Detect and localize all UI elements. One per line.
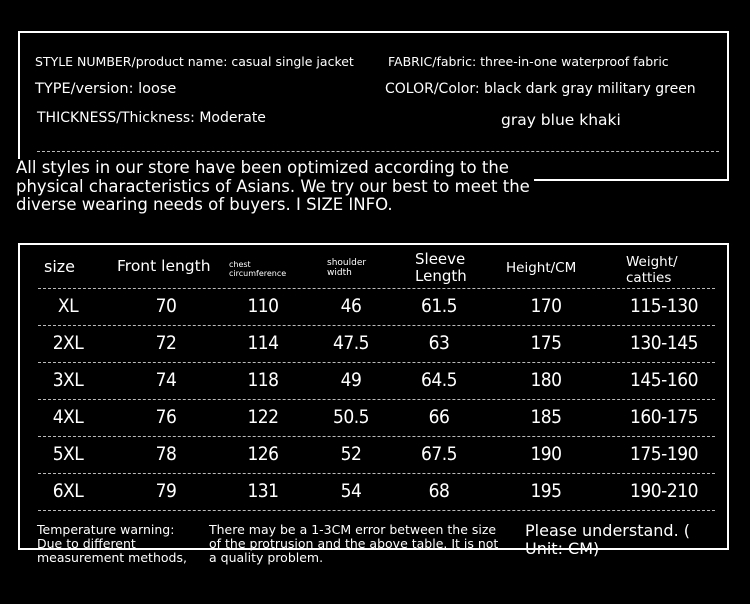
cell-height: 185 bbox=[530, 406, 562, 428]
cell-chest: 114 bbox=[247, 332, 279, 354]
header-height: Height/CM bbox=[506, 260, 577, 276]
cell-height: 195 bbox=[530, 480, 562, 502]
cell-chest: 122 bbox=[247, 406, 279, 428]
cell-front: 72 bbox=[155, 332, 177, 354]
cell-height: 170 bbox=[530, 295, 562, 317]
cell-weight: 145-160 bbox=[630, 369, 698, 391]
row-divider bbox=[38, 399, 715, 400]
cell-chest: 131 bbox=[247, 480, 279, 502]
color-info-continued: gray blue khaki bbox=[501, 111, 621, 129]
cell-weight: 115-130 bbox=[630, 295, 698, 317]
header-size: size bbox=[44, 257, 76, 276]
type-info: TYPE/version: loose bbox=[35, 81, 177, 97]
cell-chest: 126 bbox=[247, 443, 279, 465]
note-line-1: All styles in our store have been optimized according to the bbox=[16, 158, 509, 177]
cell-size: 4XL bbox=[52, 406, 84, 428]
cell-size: 5XL bbox=[52, 443, 84, 465]
cell-size: 6XL bbox=[52, 480, 84, 502]
cell-weight: 190-210 bbox=[630, 480, 698, 502]
temperature-warning: Temperature warning: Due to different measurement methods, bbox=[37, 522, 187, 565]
cell-size: 2XL bbox=[52, 332, 84, 354]
cell-height: 175 bbox=[530, 332, 562, 354]
cell-shoulder: 54 bbox=[340, 480, 362, 502]
note-line-3: diverse wearing needs of buyers. I SIZE INFO. bbox=[16, 195, 393, 214]
size-note bbox=[16, 159, 534, 215]
cell-sleeve: 61.5 bbox=[420, 295, 458, 317]
thickness-info: THICKNESS/Thickness: Moderate bbox=[37, 110, 266, 126]
cell-height: 180 bbox=[530, 369, 562, 391]
row-divider bbox=[38, 436, 715, 437]
row-divider bbox=[38, 325, 715, 326]
cell-sleeve: 68 bbox=[428, 480, 450, 502]
please-understand: Please understand. ( Unit: CM) bbox=[525, 521, 690, 558]
row-divider bbox=[38, 510, 715, 511]
error-note: There may be a 1-3CM error between the size of the protrusion and the above table. It is not a quality problem. bbox=[209, 522, 499, 565]
cell-shoulder: 49 bbox=[340, 369, 362, 391]
row-divider bbox=[38, 288, 715, 289]
cell-sleeve: 64.5 bbox=[420, 369, 458, 391]
cell-size: 3XL bbox=[52, 369, 84, 391]
cell-chest: 110 bbox=[247, 295, 279, 317]
style-number: STYLE NUMBER/product name: casual single jacket bbox=[35, 54, 354, 69]
size-table bbox=[18, 243, 729, 565]
cell-front: 74 bbox=[155, 369, 177, 391]
header-chest: chest circumference bbox=[229, 260, 287, 278]
row-divider bbox=[38, 473, 715, 474]
cell-sleeve: 67.5 bbox=[420, 443, 458, 465]
cell-chest: 118 bbox=[247, 369, 279, 391]
cell-front: 78 bbox=[155, 443, 177, 465]
row-divider bbox=[38, 362, 715, 363]
cell-shoulder: 46 bbox=[340, 295, 362, 317]
cell-weight: 160-175 bbox=[630, 406, 698, 428]
color-info: COLOR/Color: black dark gray military green bbox=[385, 81, 696, 97]
cell-weight: 130-145 bbox=[630, 332, 698, 354]
note-line-2: physical characteristics of Asians. We try our best to meet the bbox=[16, 176, 530, 196]
cell-sleeve: 66 bbox=[428, 406, 450, 428]
header-weight: Weight/ catties bbox=[626, 254, 678, 286]
cell-sleeve: 63 bbox=[428, 332, 450, 354]
header-front-length: Front length bbox=[117, 257, 211, 275]
info-divider bbox=[37, 151, 719, 152]
header-shoulder: shoulder width bbox=[327, 258, 367, 278]
fabric-info: FABRIC/fabric: three-in-one waterproof fabric bbox=[388, 54, 669, 69]
cell-front: 76 bbox=[155, 406, 177, 428]
cell-size: XL bbox=[57, 295, 79, 317]
cell-shoulder: 50.5 bbox=[332, 406, 370, 428]
cell-shoulder: 52 bbox=[340, 443, 362, 465]
header-sleeve: Sleeve Length bbox=[415, 250, 467, 285]
cell-front: 70 bbox=[155, 295, 177, 317]
cell-weight: 175-190 bbox=[630, 443, 698, 465]
cell-height: 190 bbox=[530, 443, 562, 465]
cell-shoulder: 47.5 bbox=[332, 332, 370, 354]
cell-front: 79 bbox=[155, 480, 177, 502]
